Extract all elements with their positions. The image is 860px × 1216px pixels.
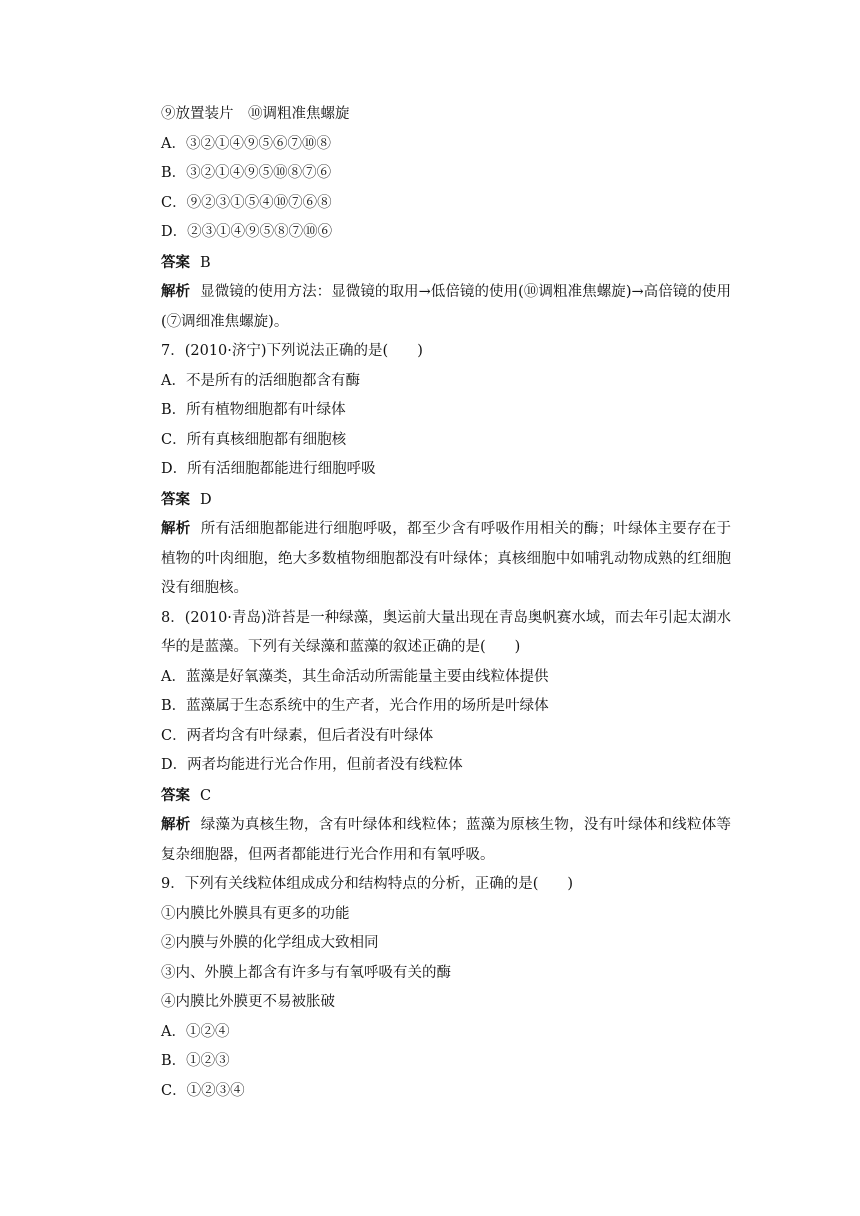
q7-option-d: D．所有活细胞都能进行细胞呼吸 [161,461,376,477]
q6-option-c: C．⑨②③①⑤④⑩⑦⑥⑧ [161,194,332,211]
q7-option-c: C．所有真核细胞都有细胞核 [161,431,347,448]
analysis-label: 解析 [161,816,191,833]
text-line: ⑨放置装片 ⑩调粗准焦螺旋 [161,106,350,122]
answer-label: 答案 [161,253,190,271]
q6-option-a: A．③②①④⑨⑤⑥⑦⑩⑧ [161,135,331,152]
q8-option-a: A．蓝藻是好氧藻类，其生命活动所需能量主要由线粒体提供 [161,668,549,685]
q7-answer [161,485,731,515]
q8-stem: 8．(2010·青岛)浒苔是一种绿藻，奥运前大量出现在青岛奥帆赛水域，而去年引起太湖水华的是蓝藻。下列有关绿藻和蓝藻的叙述正确的是( ) [161,609,731,655]
q7-analysis [161,514,731,604]
q7-option-b: B．所有植物细胞都有叶绿体 [161,402,346,418]
q6-answer [161,248,731,278]
answer-value: D [200,491,212,508]
answer-value: B [200,254,211,271]
q7-option-a: A．不是所有的活细胞都含有酶 [161,372,360,389]
q8-option-c: C．两者均含有叶绿素，但后者没有叶绿体 [161,727,434,744]
answer-label: 答案 [161,490,190,508]
answer-label: 答案 [161,786,190,804]
analysis-label: 解析 [161,283,191,300]
document-content [161,100,731,1106]
analysis-text: 绿藻为真核生物，含有叶绿体和线粒体；蓝藻为原核生物，没有叶绿体和线粒体等复杂细胞器，但两者都能进行光合作用和有氧呼吸。 [161,817,732,863]
analysis-label: 解析 [161,520,191,537]
analysis-text: 所有活细胞都能进行细胞呼吸，都至少含有呼吸作用相关的酶；叶绿体主要存在于植物的叶肉细胞，绝大多数植物细胞都没有叶绿体；真核细胞中如哺乳动物成熟的红细胞没有细胞核。 [161,521,732,596]
q9-option-b: B．①②③ [161,1053,230,1069]
q9-option-a: A．①②④ [161,1023,230,1040]
q9-option-c: C．①②③④ [161,1082,245,1099]
answer-value: C [200,787,212,804]
q8-answer [161,781,731,811]
q9-statement-1: ①内膜比外膜具有更多的功能 [161,905,350,922]
q8-option-d: D．两者均能进行光合作用，但前者没有线粒体 [161,757,463,773]
q6-analysis [161,277,731,337]
q9-stem: 9．下列有关线粒体组成成分和结构特点的分析，正确的是( ) [161,876,574,892]
q8-analysis [161,810,731,870]
q6-option-b: B．③②①④⑨⑤⑩⑧⑦⑥ [161,165,332,181]
analysis-text: 显微镜的使用方法：显微镜的取用→低倍镜的使用(⑩调粗准焦螺旋)→高倍镜的使用(⑦调细准焦螺旋)。 [161,284,731,330]
q9-statement-3: ③内、外膜上都含有许多与有氧呼吸有关的酶 [161,964,451,981]
q9-statement-4: ④内膜比外膜更不易被胀破 [161,994,335,1010]
q7-stem: 7．(2010·济宁)下列说法正确的是( ) [161,343,423,359]
q8-option-b: B．蓝藻属于生态系统中的生产者，光合作用的场所是叶绿体 [161,698,549,714]
q9-statement-2: ②内膜与外膜的化学组成大致相同 [161,935,379,951]
q6-option-d: D．②③①④⑨⑤⑧⑦⑩⑥ [161,224,333,240]
